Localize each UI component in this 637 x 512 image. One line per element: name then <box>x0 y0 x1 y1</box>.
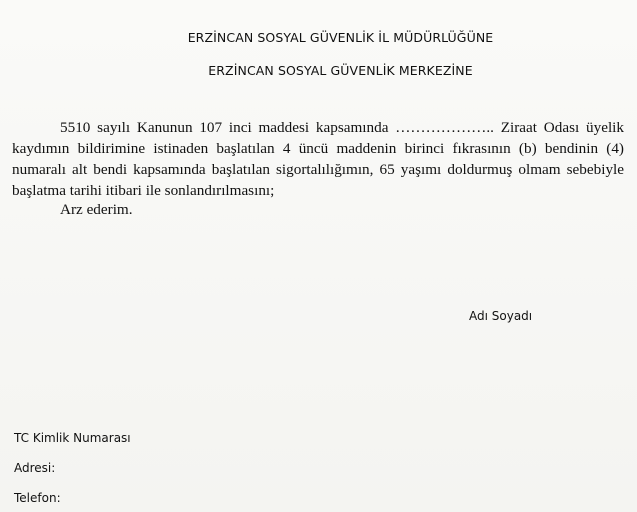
petition-paragraph: 5510 sayılı Kanunun 107 inci maddesi kapsamında ……………….. Ziraat Odası üyelik kaydımın bildirimine istinaden başlatılan 4 üncü maddenin birinci fıkrasının (b) bendinin (4) numaralı alt bendi kapsamında başlatılan sigortalılığımın, 65 yaşımı doldurmuş olmam sebebiyle başlatma tarihi itibari ile sonlandırılmasını; <box>12 119 624 199</box>
tc-number-label: TC Kimlik Numarası <box>14 431 131 445</box>
signature-name-label: Adı Soyadı <box>469 309 533 323</box>
heading-directorate: ERZİNCAN SOSYAL GÜVENLİK İL MÜDÜRLÜĞÜNE <box>187 30 494 45</box>
phone-label: Telefon: <box>14 491 61 505</box>
heading-center: ERZİNCAN SOSYAL GÜVENLİK MERKEZİNE <box>208 63 473 78</box>
address-label: Adresi: <box>14 461 56 475</box>
petition-body <box>12 117 624 201</box>
closing-phrase: Arz ederim. <box>60 201 133 218</box>
